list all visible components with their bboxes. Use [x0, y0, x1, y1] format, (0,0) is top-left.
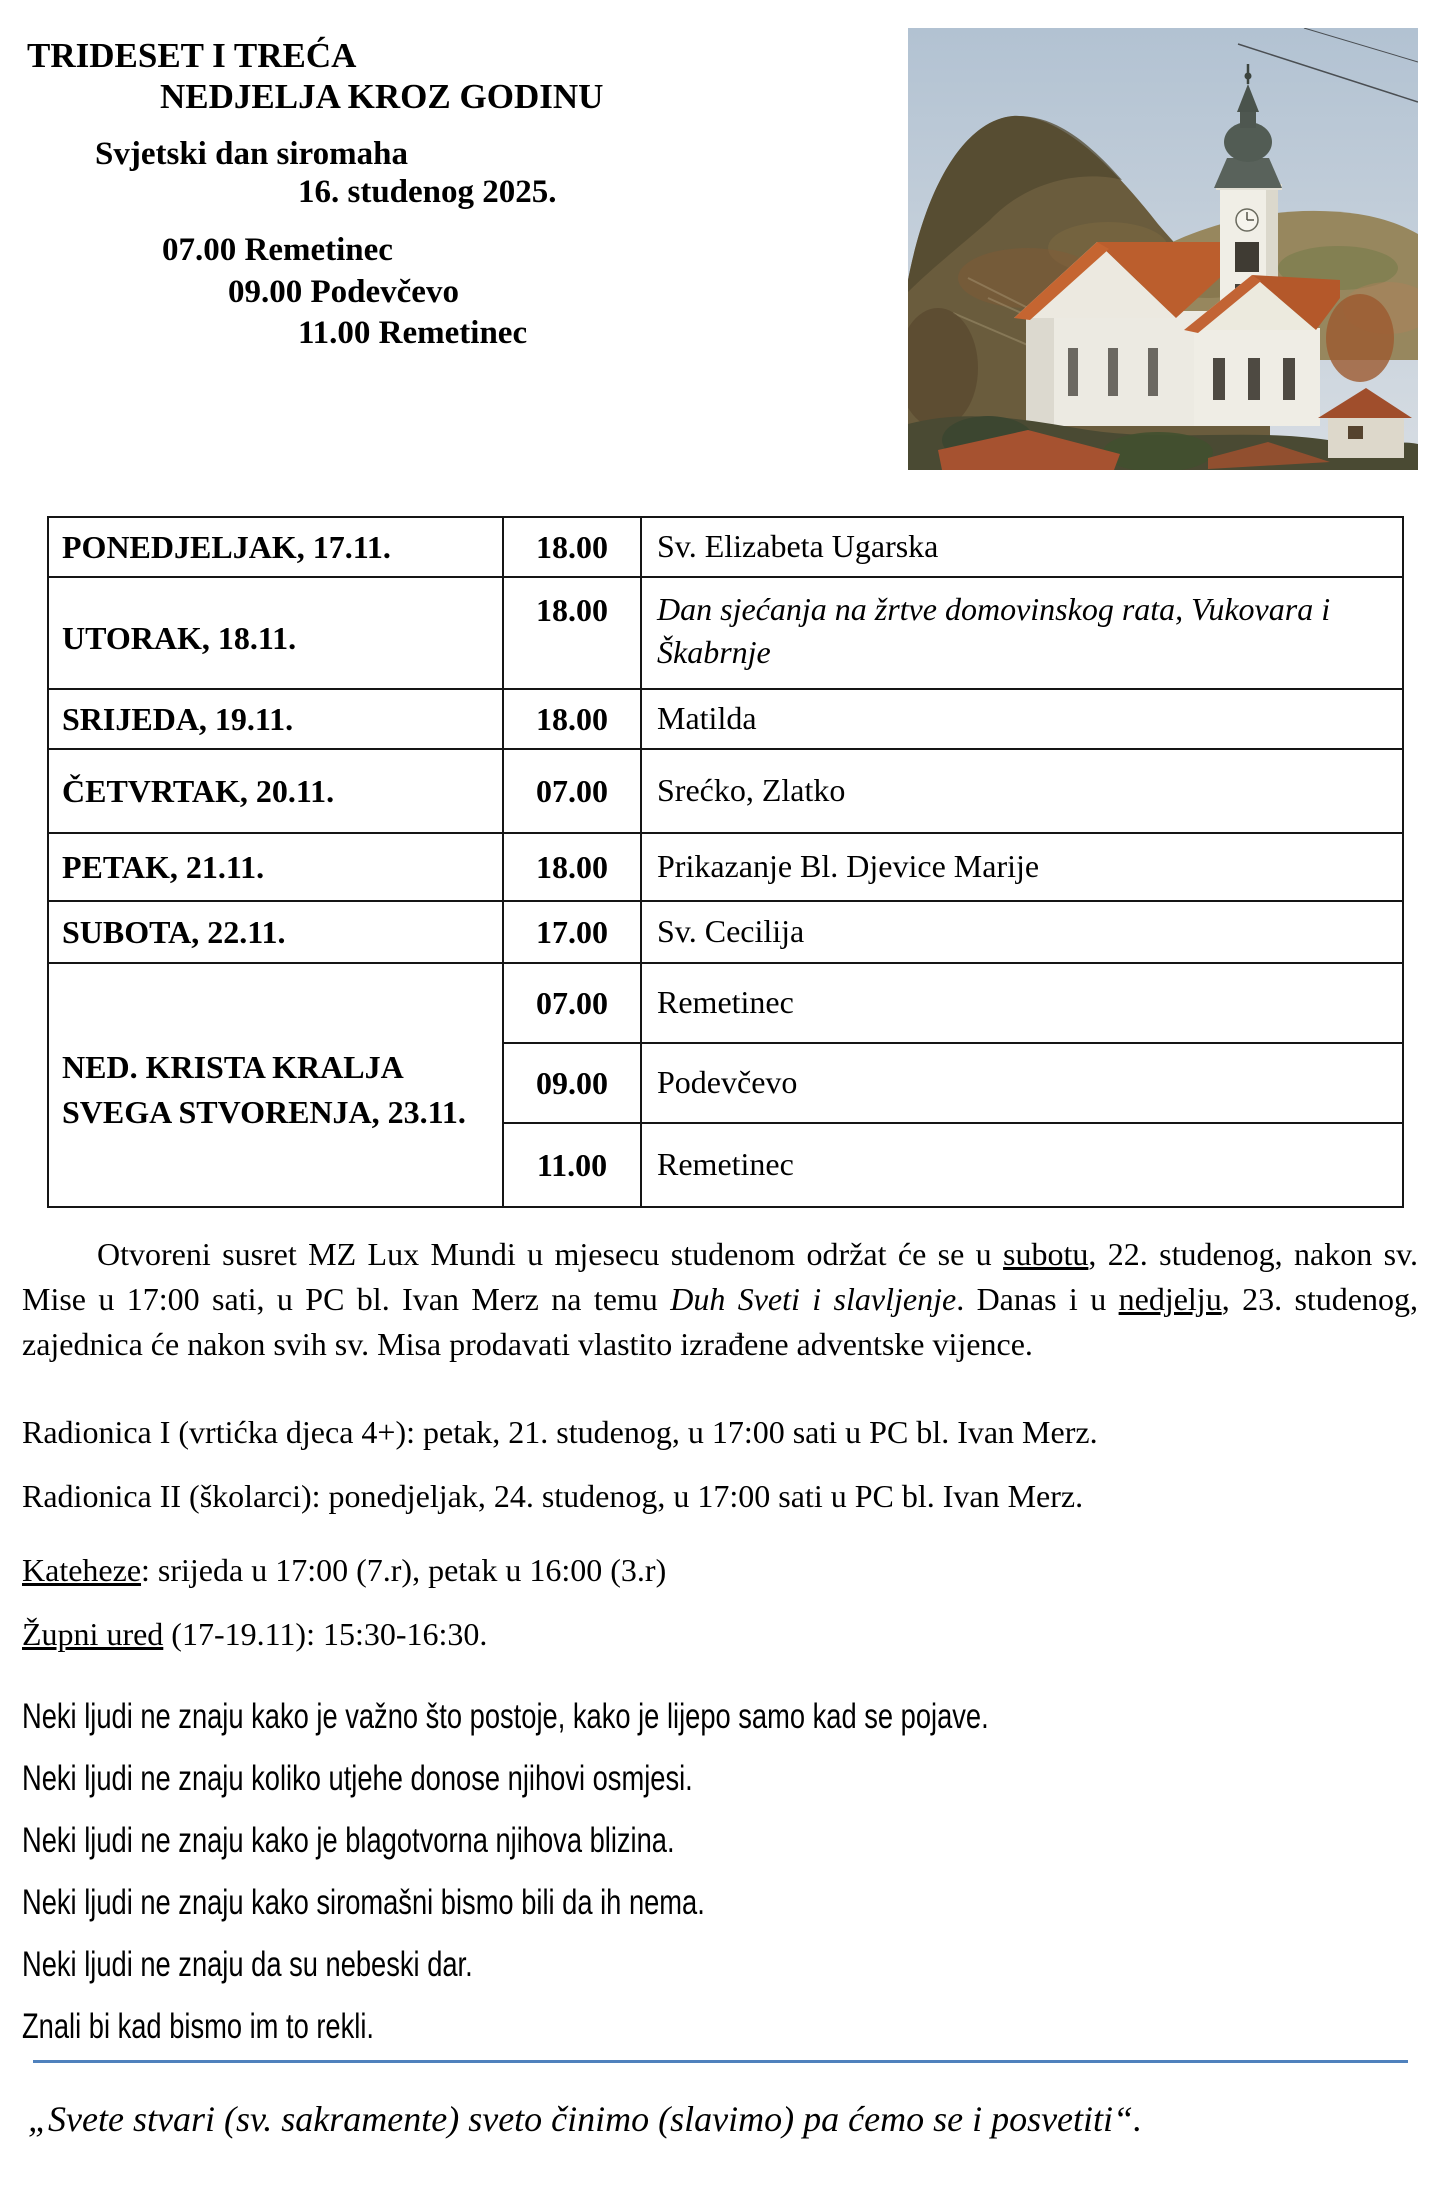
schedule-day: SUBOTA, 22.11. — [48, 901, 503, 963]
church-photo — [908, 28, 1418, 470]
announcement-text-segment: , 22. studenog, nakon sv. Mise u 17:00 sati, u PC bl. Ivan Merz na temu — [22, 1236, 1418, 1317]
poem-block — [22, 1686, 989, 2058]
page-title-line2: NEDJELJA KROZ GODINU — [160, 77, 604, 116]
catechesis-line — [22, 1552, 666, 1589]
schedule-day: PONEDJELJAK, 17.11. — [48, 517, 503, 577]
schedule-desc: Matilda — [641, 689, 1403, 749]
schedule-desc: Srećko, Zlatko — [641, 749, 1403, 833]
schedule-desc: Podevčevo — [641, 1043, 1403, 1123]
parish-office-rest: (17-19.11): 15:30-16:30. — [163, 1616, 488, 1652]
table-row — [48, 963, 1403, 1043]
schedule-time: 07.00 — [503, 749, 641, 833]
schedule-desc: Dan sjećanja na žrtve domovinskog rata, Vukovara i Škabrnje — [641, 577, 1403, 689]
weekly-schedule — [47, 516, 1404, 1208]
subtitle-world-day: Svjetski dan siromaha — [95, 136, 408, 172]
schedule-day-sunday: NED. KRISTA KRALJA SVEGA STVORENJA, 23.11. — [48, 963, 503, 1207]
schedule-day: UTORAK, 18.11. — [48, 577, 503, 689]
mass-time-line: 09.00 Podevčevo — [228, 274, 459, 310]
schedule-time: 11.00 — [503, 1123, 641, 1207]
weekly-schedule-table — [47, 516, 1404, 1208]
table-row — [48, 749, 1403, 833]
schedule-time: 17.00 — [503, 901, 641, 963]
schedule-desc: Prikazanje Bl. Djevice Marije — [641, 833, 1403, 901]
announcement-topic-italic: Duh Sveti i slavljenje — [670, 1281, 957, 1317]
parish-office-line — [22, 1616, 487, 1653]
schedule-time: 18.00 — [503, 517, 641, 577]
mass-time-line: 07.00 Remetinec — [162, 232, 393, 268]
workshop-line-1: Radionica I (vrtićka djeca 4+): petak, 21. studenog, u 17:00 sati u PC bl. Ivan Merz. — [22, 1414, 1098, 1450]
workshop-line-2: Radionica II (školarci): ponedjeljak, 24. studenog, u 17:00 sati u PC bl. Ivan Merz. — [22, 1478, 1084, 1514]
catechesis-label: Kateheze — [22, 1552, 142, 1588]
table-row — [48, 577, 1403, 689]
schedule-day: SRIJEDA, 19.11. — [48, 689, 503, 749]
date-line: 16. studenog 2025. — [298, 174, 557, 210]
schedule-time: 07.00 — [503, 963, 641, 1043]
table-row — [48, 833, 1403, 901]
schedule-day: ČETVRTAK, 20.11. — [48, 749, 503, 833]
announcement-underlined-saturday: subotu — [1003, 1236, 1089, 1272]
poem-line: Neki ljudi ne znaju kako je važno što postoje, kako je lijepo samo kad se pojave. — [22, 1697, 989, 1736]
page-title-line1: TRIDESET I TREĆA — [27, 36, 357, 75]
schedule-time: 18.00 — [503, 577, 641, 689]
parish-office-label: Župni ured — [22, 1616, 164, 1652]
poem-line: Neki ljudi ne znaju kako siromašni bismo bili da ih nema. — [22, 1883, 705, 1922]
announcement-paragraph — [22, 1232, 1418, 1367]
table-row — [48, 689, 1403, 749]
schedule-desc: Sv. Elizabeta Ugarska — [641, 517, 1403, 577]
schedule-time: 18.00 — [503, 833, 641, 901]
catechesis-rest: : srijeda u 17:00 (7.r), petak u 16:00 (3.r) — [141, 1552, 667, 1588]
announcement-text-segment: Otvoreni susret MZ Lux Mundi u mjesecu studenom održat će se u — [97, 1236, 1004, 1272]
poem-line: Neki ljudi ne znaju koliko utjehe donose njihovi osmjesi. — [22, 1759, 693, 1798]
mass-time-line: 11.00 Remetinec — [298, 315, 528, 351]
table-row — [48, 901, 1403, 963]
announcement-text-segment: , 23. studenog, zajednica će nakon svih sv. Misa prodavati vlastito izrađene adventske vijence. — [22, 1281, 1419, 1362]
schedule-desc: Remetinec — [641, 963, 1403, 1043]
church-photo-art — [908, 28, 1418, 470]
schedule-day: PETAK, 21.11. — [48, 833, 503, 901]
table-row — [48, 517, 1403, 577]
poem-line: Neki ljudi ne znaju da su nebeski dar. — [22, 1945, 473, 1984]
footer-quote: „Svete stvari (sv. sakramente) sveto činimo (slavimo) pa ćemo se i posvetiti“. — [28, 2099, 1143, 2139]
poem-line: Znali bi kad bismo im to rekli. — [22, 2007, 374, 2046]
schedule-desc: Remetinec — [641, 1123, 1403, 1207]
schedule-time: 18.00 — [503, 689, 641, 749]
schedule-time: 09.00 — [503, 1043, 641, 1123]
schedule-desc: Sv. Cecilija — [641, 901, 1403, 963]
announcement-underlined-sunday: nedjelju — [1118, 1281, 1222, 1317]
poem-line: Neki ljudi ne znaju kako je blagotvorna njihova blizina. — [22, 1821, 675, 1860]
footer-divider-rule — [33, 2060, 1408, 2063]
announcement-text-segment: . Danas i u — [956, 1281, 1119, 1317]
